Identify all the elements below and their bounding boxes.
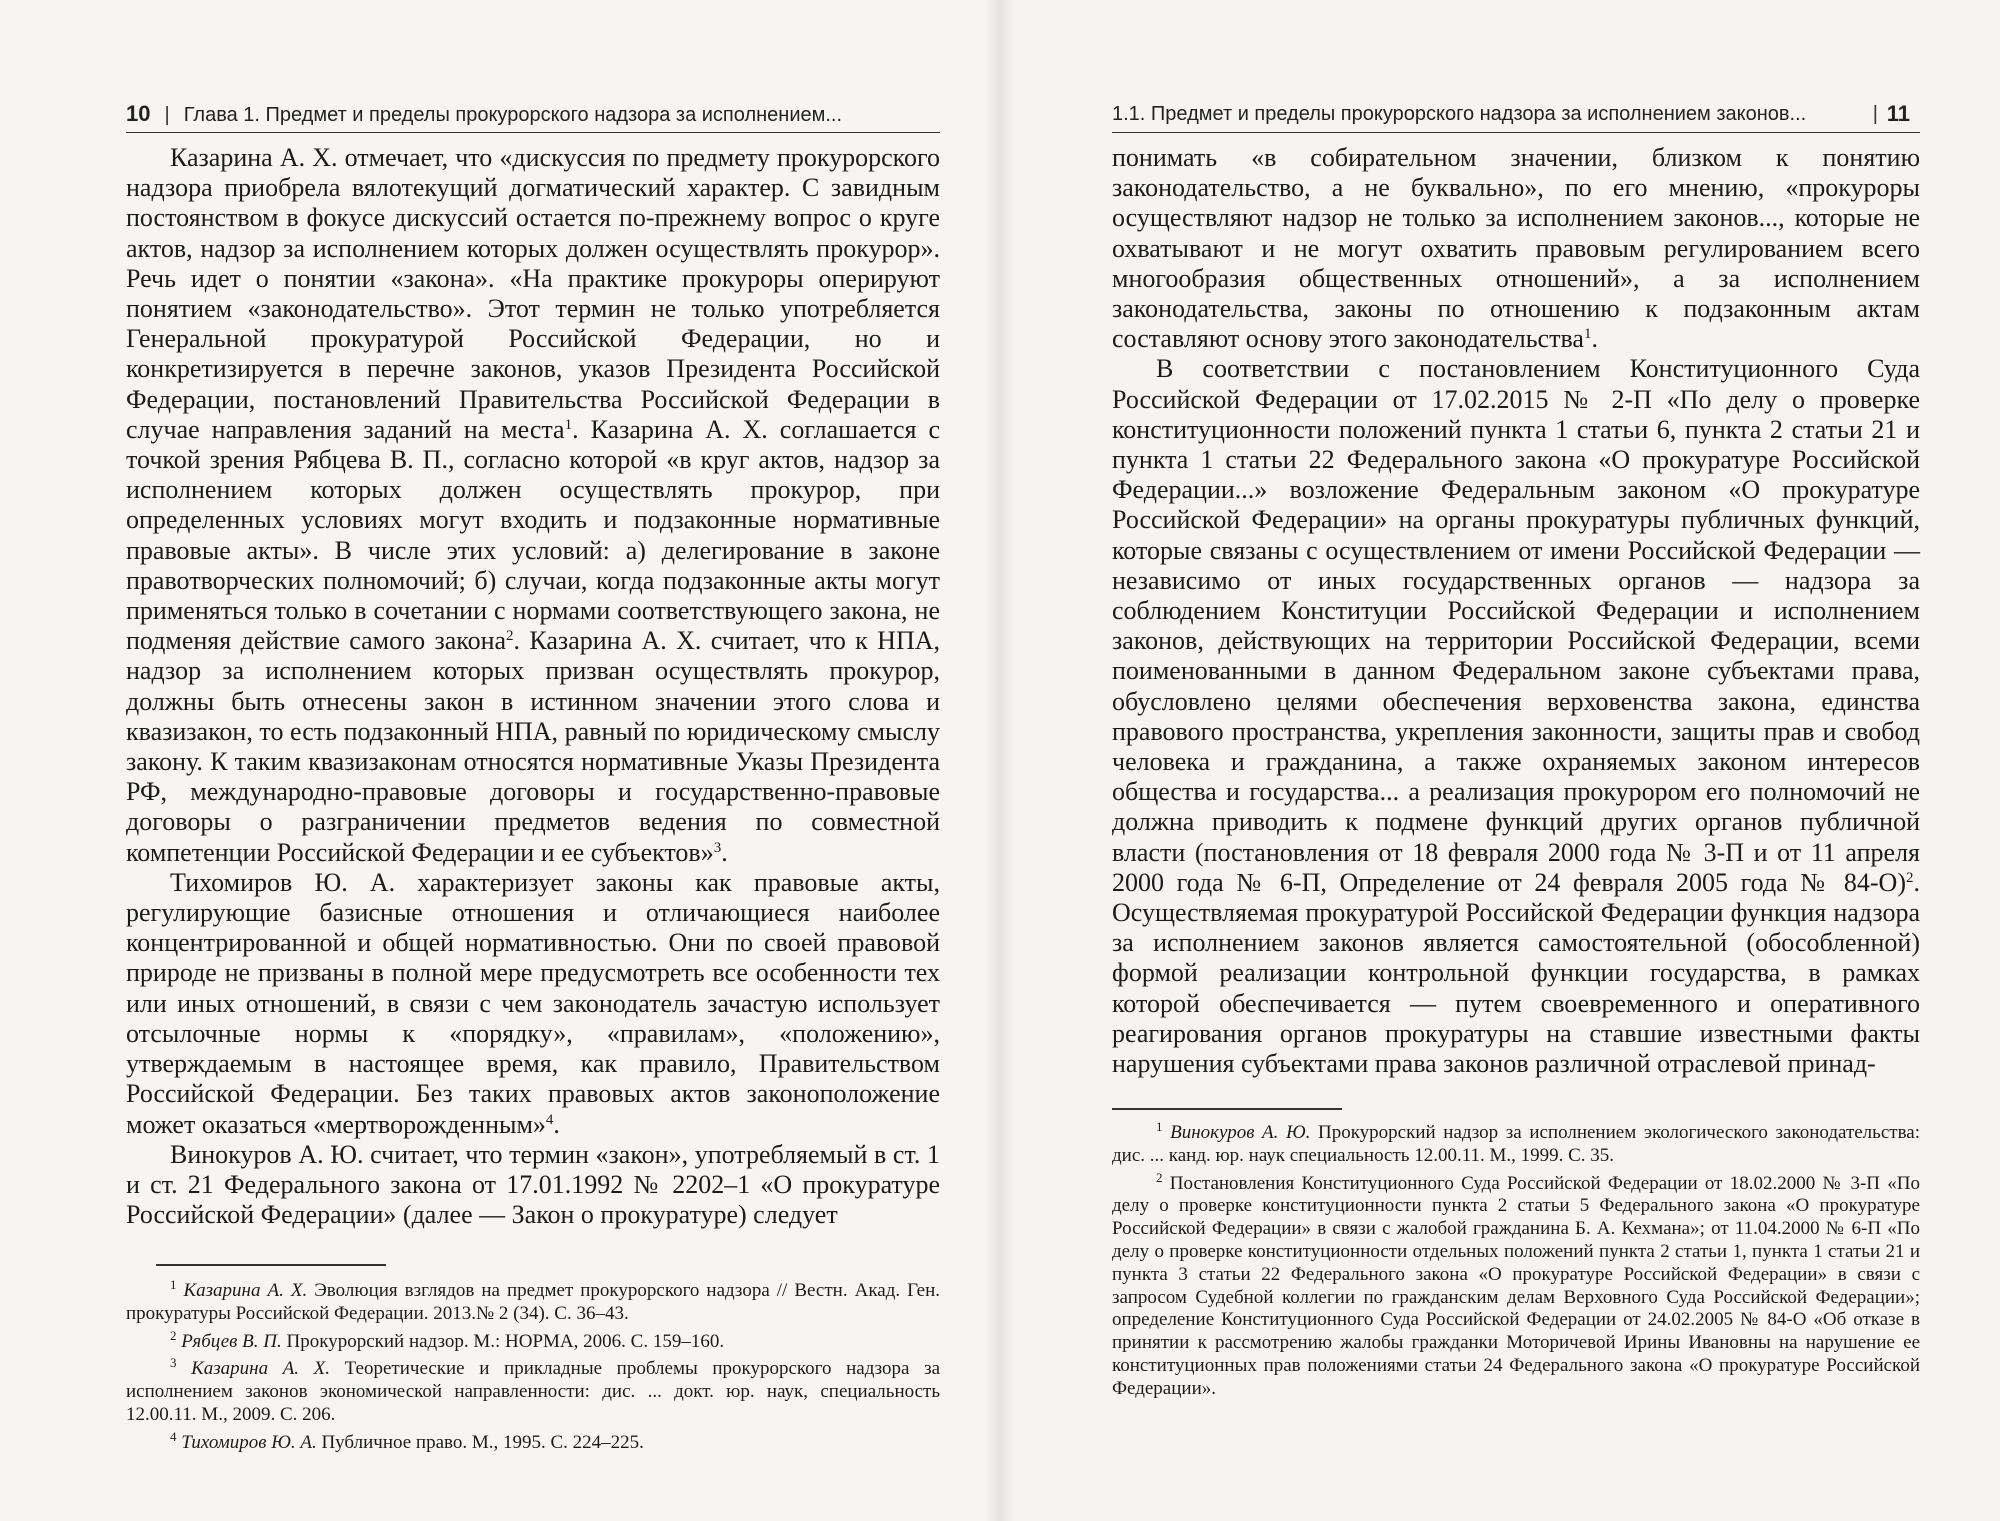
- footnote: $^1$ Казарина А. Х. Эволюция взглядов на предмет прокурорского надзора // Вестн. Акад. Ген. прокуратуры Российской Федерации. 2013.№ 2 (34). С. 36–43.: [126, 1277, 941, 1324]
- footnote: $^4$ Тихомиров Ю. А. Публичное право. М., 1995. С. 224–225.: [170, 1428, 644, 1453]
- footnote: $^2$ Постановления Конституционного Суда Российской Федерации от 18.02.2000 № 3-П «По делу о проверке конституционности пункта 2 статьи 5 Федерального закона «О прокуратуре Российской Федерации» в связи с жалобой гражданина Б. А. Кехмана»; от 11.04.2000 № 6-П «По делу о проверке конституционности отдельных положений пункта 2 статьи 1, пункта 1 статьи 21 и пункта 3 статьи 22 Федерального закона «О прокуратуре Российской Федерации» в связи с запросом Судебной коллегии по гражданским делам Верховного Суда Российской Федерации»; определение Конституционного Суда Российской Федерации от 24.02.2005 № 84-О «Об отказе в принятии к рассмотрению жалобы гражданки Моторичевой Ирины Ивановны на нарушение ее конституционных прав положениями статьи 24 Федерального закона «О прокуратуре Российской Федерации».: [1112, 1169, 1920, 1399]
- left-header-title: Глава 1. Предмет и пределы прокурорского надзора за исполнением...: [183, 104, 843, 126]
- right-page-number: 11: [1886, 101, 1910, 126]
- left-page-number: 10: [126, 101, 151, 126]
- right-page: [1000, 0, 2000, 1521]
- right-body-text: [1112, 143, 1920, 1079]
- right-running-head: [1112, 96, 1920, 133]
- left-body-text: [126, 143, 940, 1230]
- left-running-head: [126, 96, 940, 133]
- right-header-title: 1.1. Предмет и пределы прокурорского надзора за исполнением законов...: [1112, 103, 1807, 125]
- book-gutter: [984, 0, 1016, 1521]
- footnote-ref: 1: [564, 416, 573, 433]
- left-paragraph-2: Тихомиров Ю. А. характеризует законы как правовые акты, регулирующие базисные отношения и отличающиеся наиболее концентрированной и общей нормативностью. Они по своей правовой природе не призваны в полной мере предусмотреть все особенности тех или иных отношений, в связи с чем законодатель зачастую использует отсылочные нормы к «порядку», «правилам», «положению», утверждаемым в настоящее время, как правило, Правительством Российской Федерации. Без таких правовых актов законоположение может оказаться «мертворожденным»$^4$.: [126, 867, 940, 1139]
- right-footnote-rule: [1112, 1108, 1342, 1110]
- footnote: $^3$ Казарина А. Х. Теоретические и прикладные проблемы прокурорского надзора за исполнением законов экономической направленности: дис. ... докт. юр. наук, специальность 12.00.11. М., 2009. С. 206.: [126, 1355, 941, 1425]
- right-paragraph-1: В соответствии с постановлением Конституционного Суда Российской Федерации от 17.02.2015 № 2-П «По делу о проверке конституционности положений пункта 1 статьи 6, пункта 2 статьи 21 и пункта 1 статьи 22 Федерального закона «О прокуратуре Российской Федерации...» возложение Федеральным законом «О прокуратуре Российской Федерации» на органы прокуратуры публичных функций, которые связаны с осуществлением от имени Российской Федерации — независимо от иных государственных органов — надзора за соблюдением Конституции Российской Федерации и исполнением законов, действующих на территории Российской Федерации, всеми поименованными в данном Федеральном законе субъектами права, обусловлено целями обеспечения верховенства закона, единства правового пространства, укрепления законности, защиты прав и свобод человека и гражданина, а также охраняемых законом интересов общества и государства... а реализация прокурором его полномочий не должна приводить к подмене функций других органов публичной власти (постановления от 18 февраля 2000 года № 3-П и от 11 апреля 2000 года № 6-П, Определение от 24 февраля 2005 года № 84-О)$^2$. Осуществляемая прокуратурой Российской Федерации функция надзора за исполнением законов является самостоятельной (обособленной) формой реализации контрольной функции государства, в рамках которой обеспечивается — путем своевременного и оперативного реагирования органов прокуратуры на ставшие известными факты нарушения субъектами права законов различной отраслевой принад-: [1112, 354, 1920, 1079]
- footnote: $^1$ Винокуров А. Ю. Прокурорский надзор за исполнением экологического законодательства: дис. ... канд. юр. наук специальность 12.00.11. М., 1999. С. 35.: [1112, 1119, 1921, 1166]
- footnote-ref: 3: [713, 839, 722, 856]
- footnote-ref: 2: [1906, 869, 1914, 886]
- left-paragraph-3: Винокуров А. Ю. считает, что термин «закон», употребляемый в ст. 1 и ст. 21 Федерального закона от 17.01.1992 № 2202–1 «О прокуратуре Российской Федерации» (далее — Закон о прокуратуре) следует: [126, 1139, 940, 1230]
- header-separator: |: [1872, 103, 1878, 125]
- footnote: $^2$ Рябцев В. П. Прокурорский надзор. М.: НОРМА, 2006. С. 159–160.: [170, 1327, 725, 1352]
- footnote-ref: 2: [506, 628, 514, 645]
- left-paragraph-1: Казарина А. Х. отмечает, что «дискуссия по предмету прокурорского надзора приобрела вялотекущий догматический характер. С завидным постоянством в фокусе дискуссий остается по-прежнему вопрос о круге актов, надзор за исполнением которых должен осуществлять прокурор». Речь идет о понятии «закона». «На практике прокуроры оперируют понятием «законодательство». Этот термин не только употребляется Генеральной прокуратурой Российской Федерации, но и конкретизируется в перечне законов, указов Президента Российской Федерации, постановлений Правительства Российской Федерации в случае направления заданий на места$^1$. Казарина А. Х. соглашается с точкой зрения Рябцева В. П., согласно которой «в круг актов, надзор за исполнением которых должен осуществлять прокурор, при определенных условиях могут входить и подзаконные нормативные правовые акты». В числе этих условий: а) делегирование в законе правотворческих полномочий; б) случаи, когда подзаконные акты могут применяться только в сочетании с нормами соответствующего закона, не подменяя действие самого закона$^2$. Казарина А. Х. считает, что к НПА, надзор за исполнением которых призван осуществлять прокурор, должны быть отнесены закон в истинном значении этого слова и квазизакон, то есть подзаконный НПА, равный по юридическому смыслу закону. К таким квазизаконам относятся нормативные Указы Президента РФ, международно-правовые договоры и государственно-правовые договоры о разграничении предметов ведения по совместной компетенции Российской Федерации и ее субъектов»$^3$.: [126, 143, 940, 867]
- left-footnotes: [126, 1277, 941, 1460]
- left-footnote-rule: [156, 1264, 386, 1266]
- right-footnotes: [1112, 1119, 1921, 1406]
- footnote-ref: 1: [1583, 326, 1592, 343]
- header-separator: |: [164, 104, 170, 126]
- footnote-ref: 4: [545, 1111, 554, 1128]
- right-continuation: понимать «в собирательном значении, близком к понятию законодательство, а не буквально», по его мнению, «прокуроры осуществляют надзор не только за исполнением законов..., которые не охватывают и не могут охватить правовым регулированием всего многообразия общественных отношений», а за исполнением законодательства, законы по отношению к подзаконным актам составляют основу этого законодательства$^1$.: [1112, 143, 1920, 354]
